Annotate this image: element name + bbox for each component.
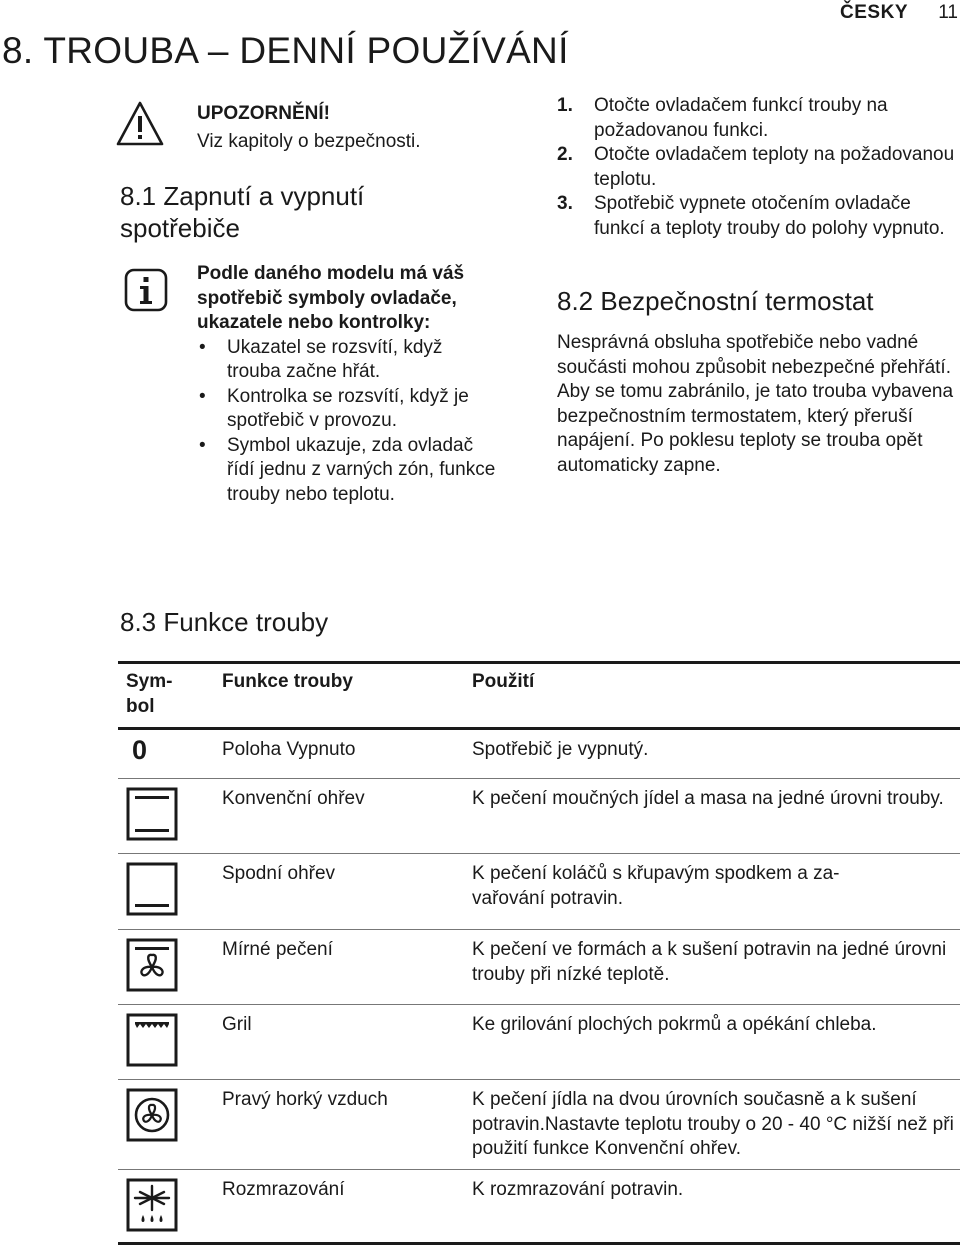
header-symbol-line2: bol (126, 695, 155, 717)
table-row (118, 729, 960, 779)
section-8-1-title-line2: spotřebiče (120, 213, 240, 243)
table-row (118, 1005, 960, 1080)
usage-line: vařování potravin. (472, 887, 624, 909)
header-symbol-line1: Sym- (126, 671, 173, 692)
list-item: • Kontrolka se rozsvítí, když je spotřebič v provozu. (197, 385, 497, 434)
grill-icon (126, 1013, 178, 1067)
header-function: Funkce trouby (222, 663, 472, 729)
section-8-2-title: 8.2 Bezpečnostní termostat (557, 286, 874, 316)
info-lead: Podle daného modelu má váš spotřebič symboly ovladače, ukazatele nebo kontrolky: (197, 263, 465, 333)
language-label: ČESKY (840, 2, 908, 23)
table-row (118, 779, 960, 854)
steps-list (557, 94, 957, 242)
table-row (118, 930, 960, 1005)
section-8-3-title: 8.3 Funkce trouby (120, 607, 329, 637)
function-usage: Ke grilování plochých pokrmů a opékání chleba. (472, 1005, 960, 1080)
bottom-heat-icon (126, 862, 178, 916)
info-bullet-list (197, 336, 497, 508)
step-number: 3. (557, 193, 573, 215)
function-usage: K pečení jídla na dvou úrovních současně a k sušení potravin.Nastavte teplotu trouby o 20 - 40 °C nižší než při použití funkce Konvenční ohřev. (472, 1080, 960, 1170)
function-usage: K pečení moučných jídel a masa na jedné úrovni trouby. (472, 779, 960, 854)
section-8-1-title (120, 180, 364, 244)
warning-heading: UPOZORNĚNÍ! (197, 103, 330, 124)
function-name: Konvenční ohřev (222, 779, 472, 854)
function-name: Poloha Vypnuto (222, 729, 472, 779)
list-item (557, 192, 957, 241)
list-item: • Ukazatel se rozsvítí, když trouba začne hřát. (197, 336, 497, 385)
section-8-1-title-line1: 8.1 Zapnutí a vypnutí (120, 181, 365, 211)
function-usage (472, 854, 960, 930)
conventional-heating-icon (126, 787, 178, 841)
info-icon (124, 268, 168, 317)
list-item (557, 143, 957, 192)
header-symbol (118, 663, 222, 729)
function-usage: K rozmrazování potravin. (472, 1170, 960, 1244)
function-name: Spodní ohřev (222, 854, 472, 930)
table-row (118, 854, 960, 930)
header-usage: Použití (472, 663, 960, 729)
step-text: Otočte ovladačem funkcí trouby na požadovanou funkci. (594, 95, 888, 141)
function-name: Rozmrazování (222, 1170, 472, 1244)
oven-functions-table (118, 661, 960, 1245)
warning-text: Viz kapitoly o bezpečnosti. (197, 131, 421, 152)
section-8-2-text: Nesprávná obsluha spotřebiče nebo vadné součásti mohou způsobit nebezpečné přehřátí. Aby se tomu zabránilo, je tato trouba vybavena bezpečnostním termostatem, který přeruší napájení. Po poklesu teploty se trouba opět automaticky zapne. (557, 332, 954, 476)
step-number: 2. (557, 144, 573, 166)
function-name: Mírné pečení (222, 930, 472, 1005)
list-item (557, 94, 957, 143)
true-fan-cooking-icon (126, 1088, 178, 1142)
defrost-icon (126, 1178, 178, 1232)
list-item: • Symbol ukazuje, zda ovladač řídí jednu z varných zón, funkce trouby nebo teplotu. (197, 434, 497, 508)
table-row (118, 1080, 960, 1170)
gentle-baking-icon (126, 938, 178, 992)
table-row (118, 1170, 960, 1244)
step-number: 1. (557, 95, 573, 116)
function-name: Gril (222, 1005, 472, 1080)
function-name: Pravý horký vzduch (222, 1080, 472, 1170)
page-number: 11 (938, 2, 958, 23)
step-text: Spotřebič vypnete otočením ovladače funkcí a teploty trouby do polohy vypnuto. (594, 193, 945, 239)
warning-triangle-icon (115, 100, 165, 153)
function-usage: K pečení ve formách a k sušení potravin na jedné úrovni trouby při nízké teplotě. (472, 930, 960, 1005)
usage-line: K pečení koláčů s křupavým spodkem a za- (472, 863, 840, 885)
step-text: Otočte ovladačem teploty na požadovanou teplotu. (594, 144, 955, 190)
info-block (197, 262, 497, 507)
off-position-symbol: 0 (132, 735, 148, 766)
table-header-row (118, 663, 960, 729)
function-usage: Spotřebič je vypnutý. (472, 729, 960, 779)
chapter-title: 8. TROUBA – DENNÍ POUŽÍVÁNÍ (2, 30, 569, 71)
